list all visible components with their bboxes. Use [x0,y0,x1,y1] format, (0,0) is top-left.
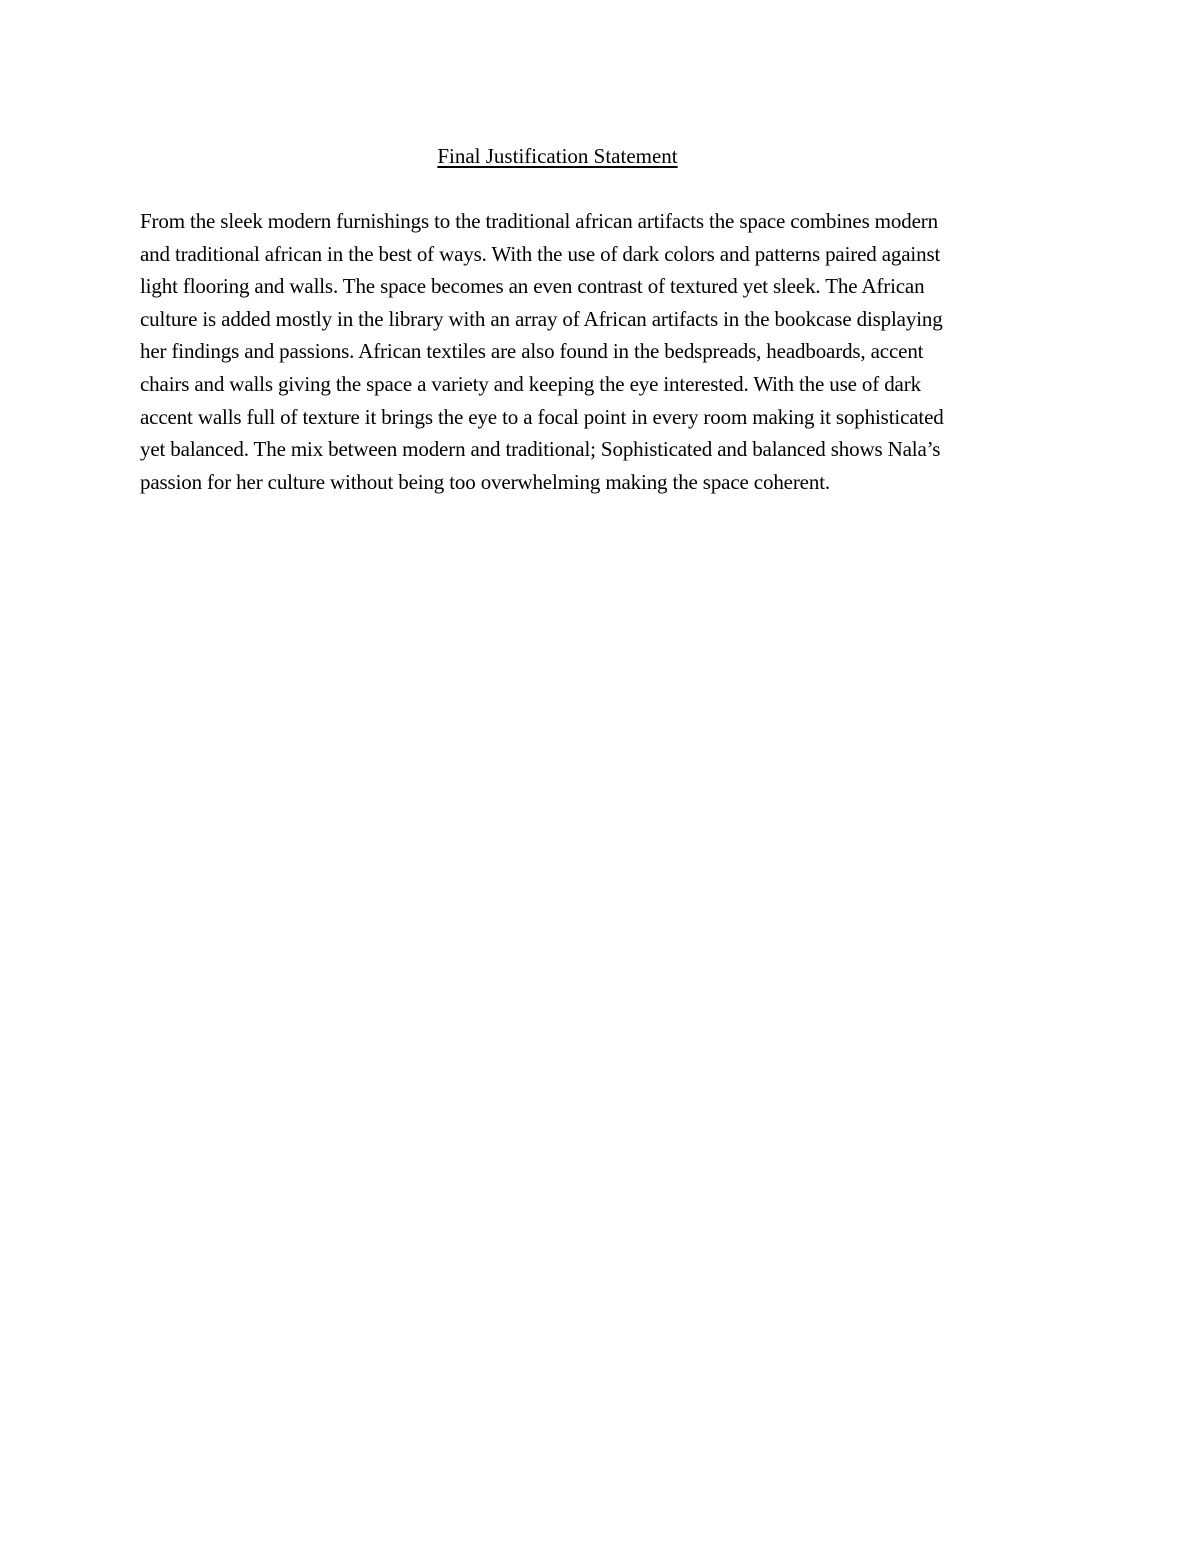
body-line: chairs and walls giving the space a variety and keeping the eye interested. With the use of dark [140,371,921,396]
body-line: accent walls full of texture it brings the eye to a focal point in every room making it sophisticated [140,404,944,429]
document-body [140,205,1070,498]
document-title: Final Justification Statement [437,144,678,168]
body-line: and traditional african in the best of ways. With the use of dark colors and patterns paired against [140,241,941,266]
body-line: yet balanced. The mix between modern and traditional; Sophisticated and balanced shows Nala’s [140,437,941,462]
body-line: light flooring and walls. The space becomes an even contrast of textured yet sleek. The African [140,274,925,299]
body-line: From the sleek modern furnishings to the traditional african artifacts the space combines modern [140,209,938,233]
body-line: passion for her culture without being too overwhelming making the space coherent. [140,469,830,494]
body-line: her findings and passions. African textiles are also found in the bedspreads, headboards, accent [140,339,924,364]
body-line: culture is added mostly in the library with an array of African artifacts in the bookcase displaying [140,306,943,331]
